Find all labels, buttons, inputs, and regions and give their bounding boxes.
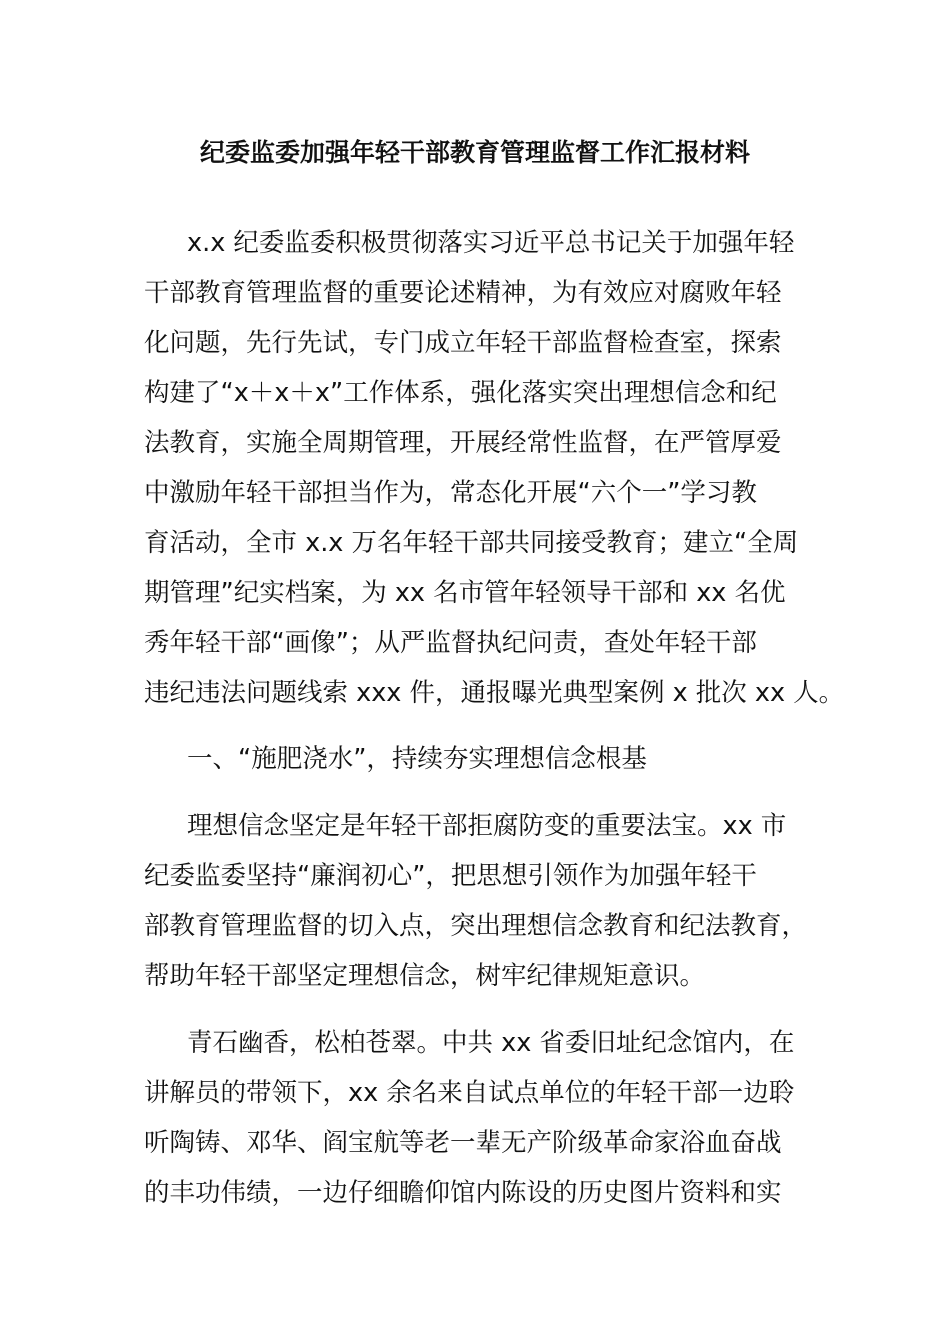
text-line: 违纪违法问题线索 xxx 件，通报曝光典型案例 x 批次 xx 人。: [144, 678, 845, 708]
text-line: 构建了“x＋x＋x”工作体系，强化落实突出理想信念和纪: [144, 378, 777, 408]
text-line: x.x 纪委监委积极贯彻落实习近平总书记关于加强年轻: [187, 228, 795, 258]
text-line: 听陶铸、邓华、阎宝航等老一辈无产阶级革命家浴血奋战: [144, 1128, 782, 1158]
text-line: 化问题，先行先试，专门成立年轻干部监督检查室，探索: [144, 328, 782, 358]
text-line: 中激励年轻干部担当作为，常态化开展“六个一”学习教: [144, 478, 757, 508]
section-heading-text: 一、“施肥浇水”，持续夯实理想信念根基: [187, 744, 647, 774]
text-line: 干部教育管理监督的重要论述精神，为有效应对腐败年轻: [144, 278, 782, 308]
text-line: 讲解员的带领下，xx 余名来自试点单位的年轻干部一边聆: [144, 1078, 795, 1108]
text-line: 纪委监委坚持“廉润初心”，把思想引领作为加强年轻干: [144, 861, 757, 891]
text-line: 的丰功伟绩，一边仔细瞻仰馆内陈设的历史图片资料和实: [144, 1178, 782, 1208]
text-line: 理想信念坚定是年轻干部拒腐防变的重要法宝。xx 市: [187, 811, 787, 841]
text-line: 帮助年轻干部坚定理想信念，树牢纪律规矩意识。: [144, 961, 706, 991]
text-line: 部教育管理监督的切入点，突出理想信念教育和纪法教育，: [144, 911, 808, 941]
text-line: 青石幽香，松柏苍翠。中共 xx 省委旧址纪念馆内，在: [187, 1028, 795, 1058]
text-line: 期管理”纪实档案，为 xx 名市管年轻领导干部和 xx 名优: [144, 578, 786, 608]
text-line: 育活动，全市 x.x 万名年轻干部共同接受教育；建立“全周: [144, 528, 799, 558]
text-line: 法教育，实施全周期管理，开展经常性监督，在严管厚爱: [144, 428, 782, 458]
text-line: 秀年轻干部“画像”；从严监督执纪问责，查处年轻干部: [144, 628, 757, 658]
document-title: 纪委监委加强年轻干部教育管理监督工作汇报材料: [199, 138, 750, 167]
